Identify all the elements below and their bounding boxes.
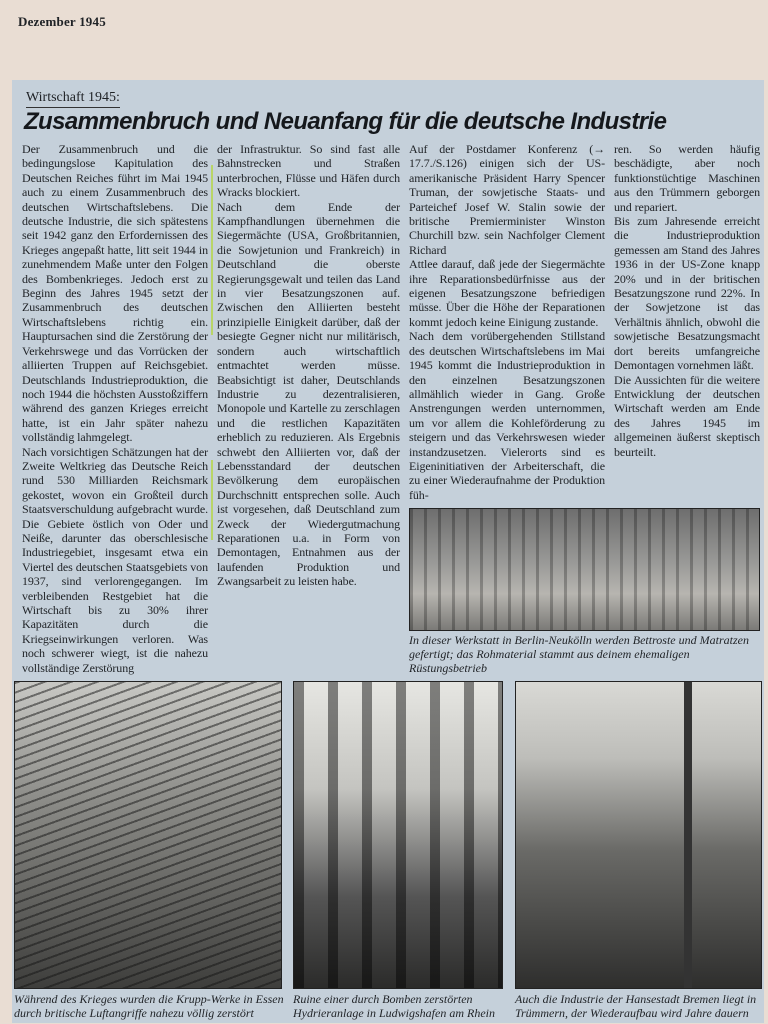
article-kicker: Wirtschaft 1945: xyxy=(26,90,120,108)
photo-workshop-berlin-neukoelln xyxy=(409,508,760,631)
article-column-2 xyxy=(217,142,400,589)
paragraph: Der Zusammenbruch und die bedingungslose Kapitulation des Deutschen Reiches führt im Mai 1945 auch zu einem Zusammenbruch des deutschen Wirtschaftslebens. Die deutsche Industrie, die sich spätestens seit 1942 ganz den Erfordernissen des Krieges angepaßt hatte, litt seit 1944 in zunehmendem Maße unter den Folgen des Bombenkrieges. Jedoch erst zu Beginn des Jahres 1945 setzt der Zusammenbruch des deutschen Wirtschaftslebens richtig ein. Hauptursachen sind die Zerstörung der Verkehrswege und das Vorrücken der alliierten Truppen auf Reichsgebiet. Deutschlands Industrieproduktion, die noch 1944 die höchsten Ausstoßziffern während des ganzen Krieges erreicht hatte, ist ein Jahr später nahezu vollständig lahmgelegt. xyxy=(22,142,208,445)
photo-bremen-ruins xyxy=(515,681,762,989)
article-column-3 xyxy=(409,142,605,502)
article-headline: Zusammenbruch und Neuanfang für die deutsche Industrie xyxy=(24,108,667,135)
article-column-1 xyxy=(22,142,208,675)
photo-hydrogenation-plant-ruin xyxy=(293,681,503,989)
photo-krupp-works-ruins xyxy=(14,681,282,989)
paragraph: der Infrastruktur. So sind fast alle Bahnstrecken und Straßen unterbrochen, Flüsse und Häfen durch Wracks blockiert. xyxy=(217,142,400,200)
caption-workshop: In dieser Werkstatt in Berlin-Neukölln werden Bettroste und Matratzen gefertigt; das Rohmaterial stammt aus deinem ehemaligen Rüstungsbetrieb xyxy=(409,633,749,675)
paragraph: Die Aussichten für die weitere Entwicklung der deutschen Wirtschaft werden am Ende des Jahres 1945 im allgemeinen äußerst skeptisch beurteilt. xyxy=(614,372,760,459)
paragraph: ren. So werden häufig beschädigte, aber noch funktionstüchtige Maschinen aus den Trümmern geborgen und repariert. xyxy=(614,142,760,214)
paragraph: Bis zum Jahresende erreicht die Industrieproduktion gemessen am Stand des Jahres 1936 in der US-Zone knapp 20% und in der britischen Besatzungszone rund 22%. In der Sowjetzone ist das Verhältnis ähnlich, obwohl die sowjetische Besatzungsmacht dort bereits umfangreiche Demontagen vornehmen läßt. xyxy=(614,214,760,373)
caption-bremen: Auch die Industrie der Hansestadt Bremen liegt in Trümmern, der Wiederaufbau wird Jahre dauern xyxy=(515,992,757,1020)
paragraph: Nach dem vorübergehenden Stillstand des deutschen Wirtschaftslebens im Mai 1945 kommt die Industrieproduktion in den einzelnen Besatzungszonen allmählich wieder in Gang. Große Anstrengungen werden unternommen, um vor allem die Kohleförderung zu steigern und das Verkehrswesen wieder instandzusetzen. Vielerorts sind es Eigeninitiativen der Arbeiterschaft, die zu einer Wiederaufnahme der Produktion füh- xyxy=(409,329,605,502)
running-head: Dezember 1945 xyxy=(18,14,106,29)
caption-hydrier: Ruine einer durch Bomben zerstörten Hydrieranlage in Ludwigshafen am Rhein xyxy=(293,992,495,1020)
paragraph: Attlee darauf, daß jede der Siegermächte ihre Reparationsbedürfnisse aus der eigenen Besatzungszone befriedigen müsse. Über die Höhe der Reparationen kommt jedoch keine Einigung zustande. xyxy=(409,257,605,329)
article-column-4 xyxy=(614,142,760,459)
caption-krupp: Während des Krieges wurden die Krupp-Werke in Essen durch britische Luftangriffe nahezu völlig zerstört xyxy=(14,992,284,1020)
paragraph: Auf der Postdamer Konferenz (→ 17.7./S.126) einigen sich der US-amerikanische Präsident Harry Spencer Truman, der sowjetische Staats- und Parteichef Josef W. Stalin sowie der britische Premierminister Winston Churchill bzw. sein Nachfolger Clement Richard xyxy=(409,142,605,257)
highlighter-mark xyxy=(211,165,213,335)
paragraph: Nach vorsichtigen Schätzungen hat der Zweite Weltkrieg das Deutsche Reich rund 530 Milliarden Reichsmark gekostet, wovon ein Großteil durch Staatsverschuldung aufgebracht wurde. Die Gebiete östlich von Oder und Neiße, darunter das oberschlesische Industriegebiet, insgesamt etwa ein Viertel des deutschen Staatsgebiets von 1937, sind verlorengegangen. Im verbleibenden Restgebiet hat die Wirtschaft bis zu 30% ihrer Kapazitäten durch die Kriegseinwirkungen verloren. Was noch schwerer wiegt, ist die nahezu vollständige Zerstörung xyxy=(22,444,208,675)
paragraph: Nach dem Ende der Kampfhandlungen übernehmen die Siegermächte (USA, Großbritannien, die Sowjetunion und Frankreich) in Deutschland die oberste Regierungsgewalt und teilen das Land in vier Besatzungszonen auf. Zwischen den Alliierten besteht prinzipielle Einigkeit darüber, daß der besiegte Gegner nicht nur militärisch, sondern auch wirtschaftlich entmachtet werden müsse. Beabsichtigt ist daher, Deutschlands Industrie zu dezentralisieren, Monopole und Kartelle zu zerschlagen und die restlichen Kapazitäten erheblich zu reduzieren. Als Ergebnis schwebt den Alliierten vor, daß der Lebensstandard der deutschen Bevölkerung dem europäischen Durchschnitt entsprechen solle. Auch ist vorgesehen, daß Deutschland zum Zweck der Wiedergutmachung Reparationen u.a. in Form von Demontagen, Entnahmen aus der laufenden Produktion und Zwangsarbeit zu leisten habe. xyxy=(217,199,400,589)
highlighter-mark xyxy=(211,460,213,540)
